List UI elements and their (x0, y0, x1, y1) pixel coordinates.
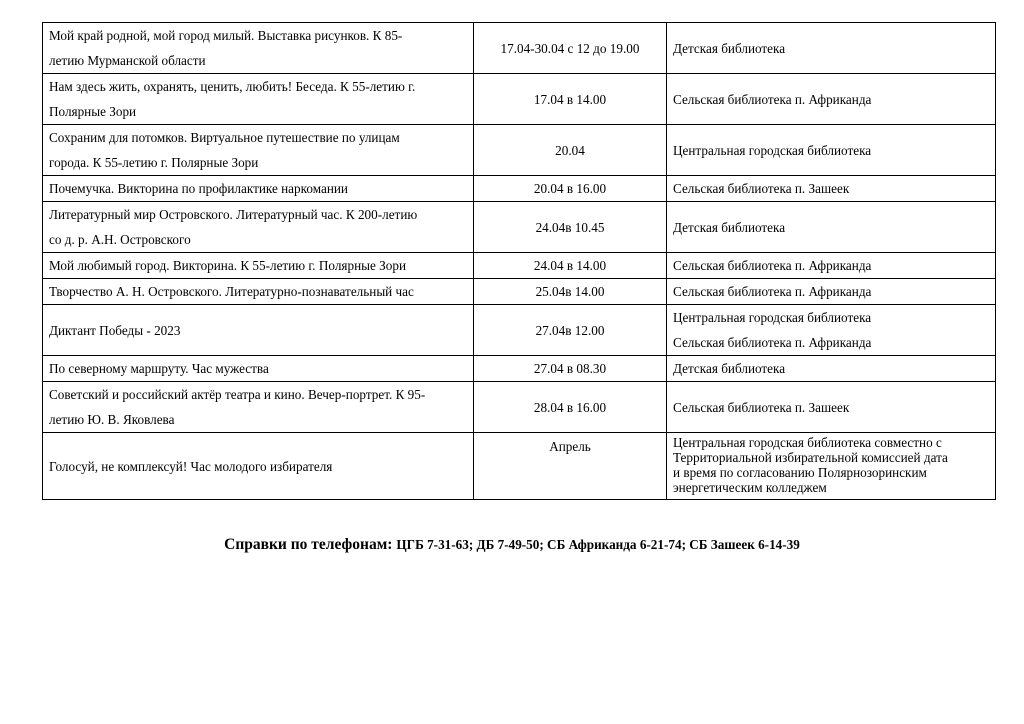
table-row (43, 382, 996, 433)
date-cell: 17.04-30.04 с 12 до 19.00 (474, 23, 667, 74)
place-cell: Детская библиотека (667, 202, 996, 253)
place-cell (667, 305, 996, 356)
event-cell (43, 253, 474, 279)
event-cell (43, 23, 474, 74)
event-text: Нам здесь жить, охранять, ценить, любить! Беседа. К 55-летию г. (49, 79, 416, 94)
event-text: Мой край родной, мой город милый. Выставка рисунков. К 85- (49, 28, 403, 43)
table-row (43, 305, 996, 356)
date-cell: 27.04 в 08.30 (474, 356, 667, 382)
place-cell: Сельская библиотека п. Африканда (667, 253, 996, 279)
place-cell: Детская библиотека (667, 23, 996, 74)
event-cell (43, 125, 474, 176)
event-cell (43, 279, 474, 305)
table-row (43, 356, 996, 382)
event-cell (43, 382, 474, 433)
contact-phones (0, 536, 1024, 554)
event-text: Советский и российский актёр театра и кино. Вечер-портрет. К 95- (49, 387, 426, 402)
date-cell: 20.04 в 16.00 (474, 176, 667, 202)
date-cell: 24.04в 10.45 (474, 202, 667, 253)
place-cell: Сельская библиотека п. Зашеек (667, 176, 996, 202)
event-text: со д. р. А.Н. Островского (49, 232, 191, 247)
date-cell: 25.04в 14.00 (474, 279, 667, 305)
place-text: Сельская библиотека п. Африканда (673, 335, 872, 350)
contact-label: Справки по телефонам: (224, 536, 393, 553)
place-cell: Сельская библиотека п. Африканда (667, 279, 996, 305)
table-row (43, 125, 996, 176)
table-row (43, 202, 996, 253)
events-table (42, 22, 996, 500)
event-cell (43, 74, 474, 125)
date-cell: 17.04 в 14.00 (474, 74, 667, 125)
event-text: Почемучка. Викторина по профилактике наркомании (49, 181, 348, 196)
table-row (43, 253, 996, 279)
place-cell: Центральная городская библиотека (667, 125, 996, 176)
event-text: Диктант Победы - 2023 (49, 322, 181, 338)
event-text: летию Ю. В. Яковлева (49, 412, 175, 427)
place-text: Центральная городская библиотека совместно с (673, 435, 942, 450)
table-row (43, 176, 996, 202)
place-cell: Сельская библиотека п. Африканда (667, 74, 996, 125)
event-text: Голосуй, не комплексуй! Час молодого избирателя (49, 458, 333, 474)
event-cell (43, 433, 474, 500)
event-text: города. К 55-летию г. Полярные Зори (49, 155, 259, 170)
event-text: Литературный мир Островского. Литературный час. К 200-летию (49, 207, 418, 222)
table-row (43, 433, 996, 500)
place-cell: Сельская библиотека п. Зашеек (667, 382, 996, 433)
event-text: Сохраним для потомков. Виртуальное путешествие по улицам (49, 130, 400, 145)
place-cell: Детская библиотека (667, 356, 996, 382)
event-text: Мой любимый город. Викторина. К 55-летию г. Полярные Зори (49, 258, 407, 273)
event-text: Полярные Зори (49, 104, 137, 119)
date-cell: 20.04 (474, 125, 667, 176)
event-text: Творчество А. Н. Островского. Литературно-познавательный час (49, 284, 414, 299)
place-cell (667, 433, 996, 500)
event-text: По северному маршруту. Час мужества (49, 361, 269, 376)
place-text: энергетическим колледжем (673, 480, 827, 495)
date-cell: Апрель (474, 433, 667, 500)
event-cell (43, 176, 474, 202)
place-text: и время по согласованию Полярнозоринским (673, 465, 927, 480)
place-text: Центральная городская библиотека (673, 310, 872, 325)
place-text: Территориальной избирательной комиссией дата (673, 450, 948, 465)
date-cell: 27.04в 12.00 (474, 305, 667, 356)
date-cell: 24.04 в 14.00 (474, 253, 667, 279)
table-row (43, 279, 996, 305)
event-text: летию Мурманской области (49, 53, 206, 68)
event-cell (43, 305, 474, 356)
event-cell (43, 356, 474, 382)
phone-numbers: ЦГБ 7-31-63; ДБ 7-49-50; СБ Африканда 6-21-74; СБ Зашеек 6-14-39 (396, 537, 800, 552)
table-row (43, 23, 996, 74)
date-cell: 28.04 в 16.00 (474, 382, 667, 433)
event-cell (43, 202, 474, 253)
table-row (43, 74, 996, 125)
